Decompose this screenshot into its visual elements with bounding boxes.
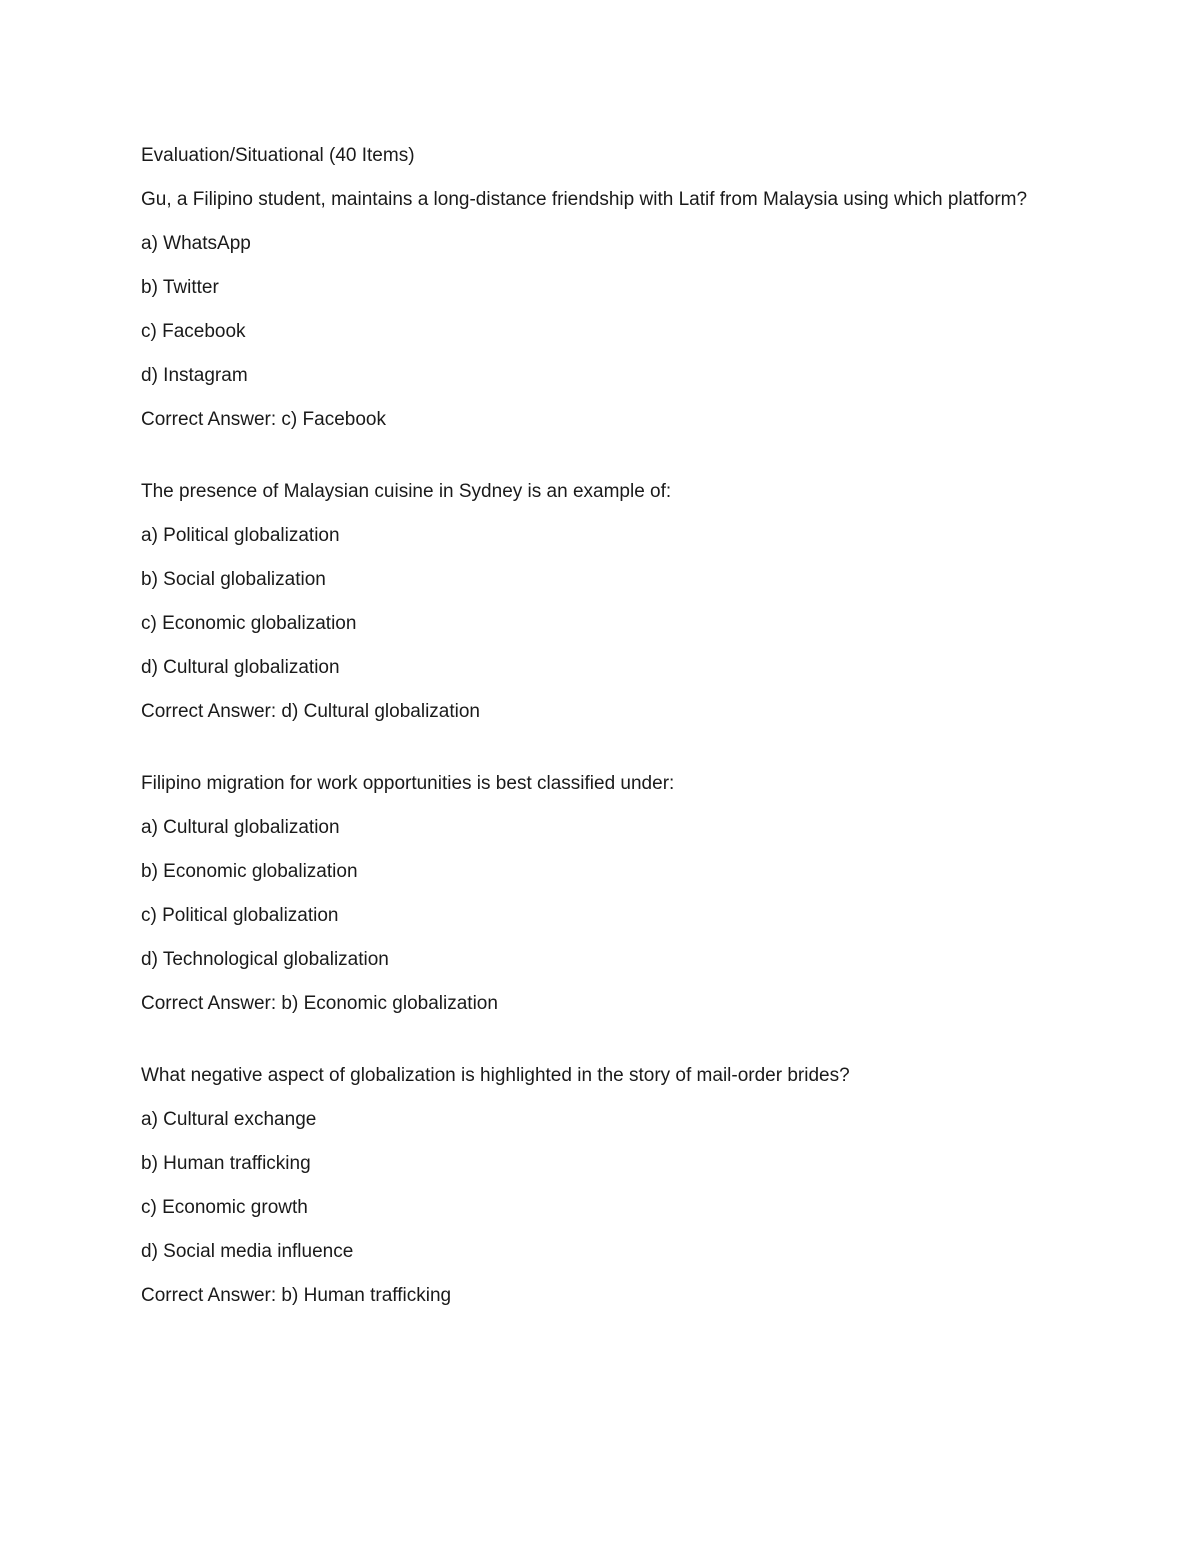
option-b: b) Social globalization: [141, 569, 326, 590]
correct-answer: Correct Answer: b) Economic globalization: [141, 993, 498, 1014]
question-text: Filipino migration for work opportunities is best classified under:: [141, 773, 675, 794]
option-a: a) Cultural exchange: [141, 1109, 317, 1130]
option-a: a) WhatsApp: [141, 233, 251, 254]
document-content: [141, 142, 1041, 1310]
option-b: b) Twitter: [141, 277, 219, 298]
option-a: a) Political globalization: [141, 525, 340, 546]
question-text: The presence of Malaysian cuisine in Sydney is an example of:: [141, 481, 672, 502]
option-a: a) Cultural globalization: [141, 817, 340, 838]
option-b: b) Economic globalization: [141, 861, 358, 882]
correct-answer: Correct Answer: b) Human trafficking: [141, 1285, 452, 1306]
option-d: d) Instagram: [141, 365, 248, 386]
correct-answer: Correct Answer: c) Facebook: [141, 409, 386, 430]
option-c: c) Economic globalization: [141, 613, 357, 634]
question-text: Gu, a Filipino student, maintains a long-distance friendship with Latif from Malaysia using which platform?: [141, 189, 1028, 210]
option-d: d) Social media influence: [141, 1241, 354, 1262]
correct-answer: Correct Answer: d) Cultural globalization: [141, 701, 480, 722]
option-b: b) Human trafficking: [141, 1153, 311, 1174]
question-4: [141, 1062, 1041, 1310]
option-c: c) Political globalization: [141, 905, 339, 926]
option-c: c) Facebook: [141, 321, 246, 342]
question-2: [141, 478, 1041, 726]
option-d: d) Technological globalization: [141, 949, 389, 970]
question-3: [141, 770, 1041, 1018]
option-d: d) Cultural globalization: [141, 657, 340, 678]
option-c: c) Economic growth: [141, 1197, 308, 1218]
question-1: [141, 186, 1041, 434]
question-text: What negative aspect of globalization is highlighted in the story of mail-order brides?: [141, 1065, 850, 1086]
section-heading: Evaluation/Situational (40 Items): [141, 145, 415, 166]
